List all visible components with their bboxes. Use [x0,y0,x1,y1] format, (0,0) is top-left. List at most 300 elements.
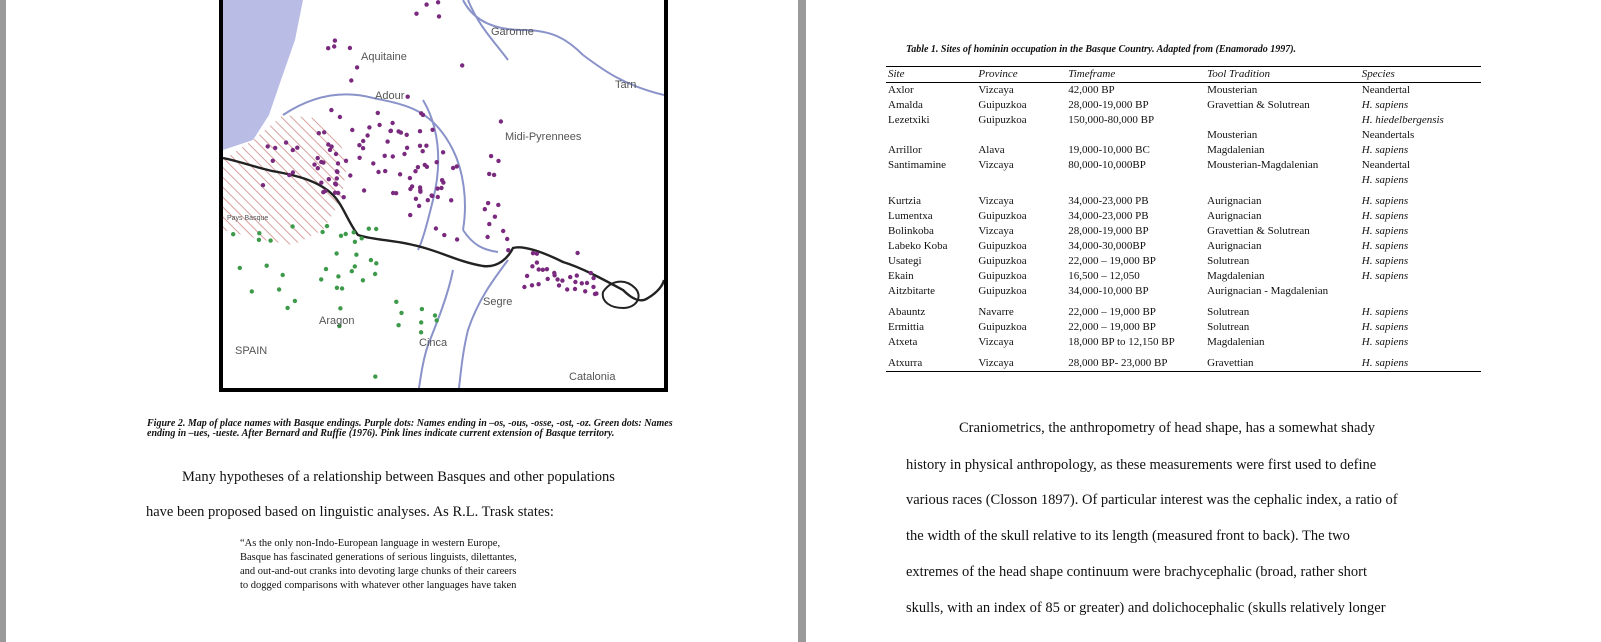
cell-tool-tradition: Aurignacian [1207,210,1262,222]
cell-species: H. sapiens [1361,174,1409,186]
cell-tool-tradition: Gravettian & Solutrean [1207,225,1310,237]
place-name-dot [340,286,344,290]
place-name-dot [329,108,333,112]
cell-province: Guipuzkoa [978,270,1027,282]
place-name-dot [525,274,529,278]
place-name-dot [383,154,387,158]
place-name-dot [367,227,371,231]
cell-site: Lezetxiki [888,114,930,126]
place-name-dot [316,156,320,160]
place-name-dot [418,185,422,189]
cell-species: Neandertal [1361,84,1410,96]
cell-province: Vizcaya [978,84,1014,96]
cell-species: H. sapiens [1361,255,1409,267]
cell-timeframe: 18,000 BP to 12,150 BP [1068,336,1175,348]
cell-site: Atxeta [888,336,918,348]
place-name-dot [333,191,337,195]
cell-tool-tradition: Solutrean [1207,255,1250,267]
place-name-dot [410,184,414,188]
place-name-dot [291,148,295,152]
cell-species: H. hiedelbergensis [1361,114,1444,126]
place-name-dot [329,144,333,148]
place-name-dot [408,176,412,180]
cell-timeframe: 34,000-30,000BP [1068,240,1146,252]
place-name-dot [535,252,539,256]
cell-province: Guipuzkoa [978,321,1027,333]
place-name-dot [413,169,417,173]
place-name-dot [418,144,422,148]
place-name-dot [557,283,561,287]
cell-timeframe: 22,000 – 19,000 BP [1068,255,1156,267]
place-name-dot [320,230,324,234]
place-name-dot [414,197,418,201]
place-name-dot [361,146,365,150]
place-name-dot [396,129,400,133]
place-name-dot [530,283,534,287]
place-name-dot [565,287,569,291]
place-name-dot [396,323,400,327]
place-name-dot [435,186,439,190]
place-name-dot [238,266,242,270]
place-name-dot [390,121,394,125]
place-name-dot [333,182,337,186]
table-row [886,320,1481,335]
place-name-dot [342,195,346,199]
place-name-dot [385,139,389,143]
map-label-midi-pyrennees: Midi-Pyrennees [505,131,582,143]
cell-province: Alava [978,144,1005,156]
place-name-dot [316,166,320,170]
cell-province: Vizcaya [978,336,1014,348]
body-text-line: extremes of the head shape continuum were brachycephalic (broad, rather short [906,564,1367,580]
place-name-dot [353,264,357,268]
place-name-dot [424,2,428,6]
place-name-dot [419,111,423,115]
cell-timeframe: 22,000 – 19,000 BP [1068,306,1156,318]
place-name-dot [322,130,326,134]
cell-tool-tradition [1205,173,1360,188]
place-name-dot [593,292,597,296]
cell-timeframe: 22,000 – 19,000 BP [1068,321,1156,333]
cell-timeframe: 28,000-19,000 BP [1068,225,1149,237]
cell-species: Neandertals [1361,129,1415,141]
place-name-dot [365,133,369,137]
place-name-dot [589,271,593,275]
table-row [886,239,1481,254]
map-graphic [223,0,664,388]
cell-species: H. sapiens [1361,210,1409,222]
cell-timeframe: 80,000-10,000BP [1068,159,1146,171]
place-name-dot [355,65,359,69]
column-header-site: Site [888,68,905,80]
place-name-dot [555,277,559,281]
place-name-dot [455,164,459,168]
place-name-dot [391,154,395,158]
place-name-dot [531,251,535,255]
quote-line: to dogged comparisons with whatever other languages have taken [240,580,517,591]
cell-site [886,173,976,188]
table-row [886,158,1481,173]
body-text-line: the width of the skull relative to its length (measured front to back). The two [906,528,1350,544]
place-name-dot [257,231,261,235]
cell-species: H. sapiens [1361,225,1409,237]
place-name-dot [284,140,288,144]
cell-site: Ermittia [888,321,925,333]
place-name-dot [535,260,539,264]
place-name-dot [352,230,356,234]
place-name-dot [492,173,496,177]
cell-province: Guipuzkoa [978,210,1027,222]
place-name-dot [530,264,534,268]
place-name-dot [460,63,464,67]
column-header-province: Province [978,68,1018,80]
cell-province: Guipuzkoa [978,285,1027,297]
place-name-dot [377,123,381,127]
place-name-dot [420,307,424,311]
place-name-dot [360,236,364,240]
cell-timeframe: 28,000 BP- 23,000 BP [1068,357,1168,369]
place-name-dot [257,238,261,242]
map-label-aragon: Aragon [319,315,355,327]
place-name-dot [295,146,299,150]
quote-line: Basque has fascinated generations of serious linguists, dilettantes, [240,552,517,563]
place-name-dot [266,144,270,148]
place-name-dot [449,198,453,202]
place-name-dot [357,143,361,147]
place-name-dot [541,268,545,272]
cell-province: Guipuzkoa [978,255,1027,267]
place-name-dot [545,267,549,271]
cell-site [886,128,976,143]
column-header-timeframe: Timeframe [1068,68,1116,80]
place-name-dot [505,237,509,241]
body-text-line: Craniometrics, the anthropometry of head shape, has a somewhat shady [959,420,1375,436]
cell-tool-tradition: Gravettian [1207,357,1254,369]
table-row [886,305,1481,320]
cell-species: H. sapiens [1361,99,1409,111]
place-name-dot [546,277,550,281]
cell-tool-tradition: Mousterian [1207,129,1258,141]
cell-site: Ekain [888,270,914,282]
table-row [886,209,1481,224]
place-name-dot [489,154,493,158]
place-name-dot [344,159,348,163]
place-name-dot [374,227,378,231]
place-name-dot [312,162,316,166]
place-name-dot [496,159,500,163]
place-name-dot [536,282,540,286]
place-name-dot [273,146,277,150]
cell-timeframe: 19,000-10,000 BC [1068,144,1150,156]
place-name-dot [430,193,434,197]
place-name-dot [265,264,269,268]
place-name-dot [389,129,393,133]
place-name-dot [281,273,285,277]
place-name-dot [591,276,595,280]
cell-species: H. sapiens [1361,270,1409,282]
basque-place-names-map [219,0,668,392]
place-name-dot [442,233,446,237]
place-name-dot [357,156,361,160]
map-label-pays-basque: Pays Basque [227,215,269,222]
cell-species: Neandertal [1361,159,1410,171]
cell-province: Guipuzkoa [978,114,1027,126]
body-text-line: Many hypotheses of a relationship between Basques and other populations [182,469,615,485]
cell-site: Usategi [888,255,922,267]
place-name-dot [335,170,339,174]
cell-province: Vizcaya [978,225,1014,237]
place-name-dot [434,226,438,230]
place-name-dot [423,163,427,167]
place-name-dot [383,169,387,173]
cell-province: Guipuzkoa [978,240,1027,252]
place-name-dot [437,14,441,18]
place-name-dot [436,195,440,199]
place-name-dot [369,258,373,262]
cell-site: Arrillor [888,144,922,156]
cell-tool-tradition: Magdalenian [1207,336,1265,348]
body-text-line: have been proposed based on linguistic analyses. As R.L. Trask states: [146,504,554,520]
place-name-dot [575,251,579,255]
table-row [886,284,1481,299]
cell-timeframe [1066,173,1205,188]
place-name-dot [350,128,354,132]
place-name-dot [338,306,342,310]
place-name-dot [405,146,409,150]
place-name-dot [367,125,371,129]
place-name-dot [353,240,357,244]
cell-species: H. sapiens [1361,357,1409,369]
table-row [886,128,1481,143]
cell-site: Amalda [888,99,923,111]
place-name-dot [324,267,328,271]
place-name-dot [430,128,434,132]
cell-timeframe: 34,000-10,000 BP [1068,285,1149,297]
quote-line: and out-and-out cranks into devoting large chunks of their careers [240,566,517,577]
place-name-dot [419,320,423,324]
place-name-dot [419,330,423,334]
place-name-dot [285,306,289,310]
place-name-dot [321,160,325,164]
cell-tool-tradition: Magdalenian [1207,144,1265,156]
place-name-dot [348,173,352,177]
place-name-dot [568,275,572,279]
cell-site: Lumentxa [888,210,933,222]
cell-timeframe: 34,000-23,000 PB [1068,195,1149,207]
place-name-dot [455,237,459,241]
body-text-line: skulls, with an index of 85 or greater) and dolichocephalic (skulls relatively longer [906,600,1386,616]
place-name-dot [560,278,564,282]
place-name-dot [421,149,425,153]
cell-tool-tradition: Mousterian [1207,84,1258,96]
sites-table [886,66,1481,372]
place-name-dot [277,287,281,291]
place-name-dot [585,281,589,285]
place-name-dot [416,165,420,169]
body-text-line: history in physical anthropology, as these measurements were first used to define [906,457,1377,473]
table-row [886,356,1481,372]
table-header-row [886,67,1481,83]
place-name-dot [326,46,330,50]
column-header-tool-tradition: Tool Tradition [1207,68,1270,80]
place-name-dot [348,46,352,50]
cell-tool-tradition: Aurignacian [1207,240,1262,252]
place-name-dot [408,213,412,217]
place-name-dot [417,204,421,208]
place-name-dot [583,289,587,293]
cell-site: Labeko Koba [888,240,948,252]
place-name-dot [361,278,365,282]
place-name-dot [291,170,295,174]
cell-province: Vizcaya [978,159,1014,171]
cell-timeframe: 16,500 – 12,050 [1068,270,1140,282]
table-row [886,269,1481,284]
cell-timeframe [1066,128,1205,143]
cell-site: Abauntz [888,306,926,318]
place-name-dot [332,44,336,48]
place-name-dot [394,300,398,304]
place-name-dot [506,248,510,252]
cell-province [976,128,1066,143]
map-label-cinca: Cinca [419,337,448,349]
place-name-dot [439,186,443,190]
place-name-dot [334,152,338,156]
map-label-segre: Segre [483,296,513,308]
cell-tool-tradition [1205,113,1360,128]
cell-province: Vizcaya [978,357,1014,369]
cell-site: Atxurra [888,357,923,369]
place-name-dot [493,215,497,219]
cell-species: H. sapiens [1361,144,1409,156]
cell-timeframe: 28,000-19,000 BP [1068,99,1149,111]
place-name-dot [336,161,340,165]
place-name-dot [580,281,584,285]
table-row [886,194,1481,209]
cell-site: Aitzbitarte [888,285,936,297]
place-name-dot [424,144,428,148]
map-label-aquitaine: Aquitaine [361,51,407,63]
place-name-dot [441,150,445,154]
cell-site: Santimamine [888,159,947,171]
place-name-dot [405,133,409,137]
cell-tool-tradition: Gravettian & Solutrean [1207,99,1310,111]
place-name-dot [319,181,323,185]
place-name-dot [327,177,331,181]
place-name-dot [406,95,410,99]
place-name-dot [441,180,445,184]
place-name-dot [575,273,579,277]
place-name-dot [418,190,422,194]
table-row [886,173,1481,188]
map-label-tarn: Tarn [615,79,637,91]
place-name-dot [402,152,406,156]
place-name-dot [496,203,500,207]
table-row [886,113,1481,128]
place-name-dot [335,176,339,180]
map-label-spain: SPAIN [235,345,268,357]
cell-site: Kurtzia [888,195,921,207]
table-row [886,143,1481,158]
place-name-dot [436,0,440,4]
place-name-dot [334,251,338,255]
map-label-catalonia: Catalonia [569,371,616,383]
place-name-dot [433,313,437,317]
place-name-dot [350,269,354,273]
place-name-dot [261,183,265,187]
place-name-dot [376,170,380,174]
cell-species: H. sapiens [1361,195,1409,207]
place-name-dot [268,238,272,242]
map-label-adour: Adour [375,90,405,102]
place-name-dot [485,235,489,239]
place-name-dot [418,129,422,133]
cell-tool-tradition: Aurignacian - Magdalenian [1207,285,1329,297]
place-name-dot [499,119,503,123]
place-name-dot [323,189,327,193]
place-name-dot [338,115,342,119]
place-name-dot [336,274,340,278]
place-name-dot [354,253,358,257]
place-name-dot [573,287,577,291]
place-name-dot [325,224,329,228]
place-name-dot [373,272,377,276]
place-name-dot [426,198,430,202]
place-name-dot [487,222,491,226]
cell-timeframe: 34,000-23,000 PB [1068,210,1149,222]
place-name-dot [373,374,377,378]
table-caption: Table 1. Sites of hominin occupation in the Basque Country. Adapted from (Enamorado 1997). [906,44,1297,55]
place-name-dot [371,161,375,165]
table-row [886,98,1481,113]
cell-species: H. sapiens [1361,240,1409,252]
left-page [6,0,798,642]
cell-species: H. sapiens [1361,321,1409,333]
figure-caption: Figure 2. Map of place names with Basque endings. Purple dots: Names ending in –os, -ous, -osse, -ost, -oz. Green dots: Names ending in –ues, -ueste. After Bernard and Ruffie (1976). Pink lines indicate current extension of Basque territory. [147,418,673,439]
place-name-dot [293,299,297,303]
cell-site: Axlor [888,84,914,96]
place-name-dot [414,12,418,16]
place-name-dot [573,280,577,284]
place-name-dot [361,139,365,143]
cell-site: Bolinkoba [888,225,934,237]
place-name-dot [483,207,487,211]
cell-tool-tradition: Mousterian-Magdalenian [1207,159,1319,171]
place-name-dot [537,267,541,271]
place-name-dot [501,229,505,233]
place-name-dot [591,285,595,289]
place-name-dot [271,159,275,163]
place-name-dot [376,111,380,115]
place-name-dot [339,234,343,238]
place-name-dot [487,172,491,176]
place-name-dot [552,273,556,277]
cell-tool-tradition: Aurignacian [1207,195,1262,207]
cell-timeframe: 42,000 BP [1068,84,1115,96]
cell-province: Guipuzkoa [978,99,1027,111]
place-name-dot [486,201,490,205]
place-name-dot [231,232,235,236]
cell-species: H. sapiens [1361,336,1409,348]
table-body [886,83,1481,372]
place-name-dot [333,38,337,42]
place-name-dot [362,188,366,192]
place-name-dot [398,172,402,176]
place-name-dot [317,131,321,135]
cell-species [1360,284,1481,299]
place-name-dot [287,173,291,177]
place-name-dot [399,311,403,315]
cell-province: Navarre [978,306,1014,318]
